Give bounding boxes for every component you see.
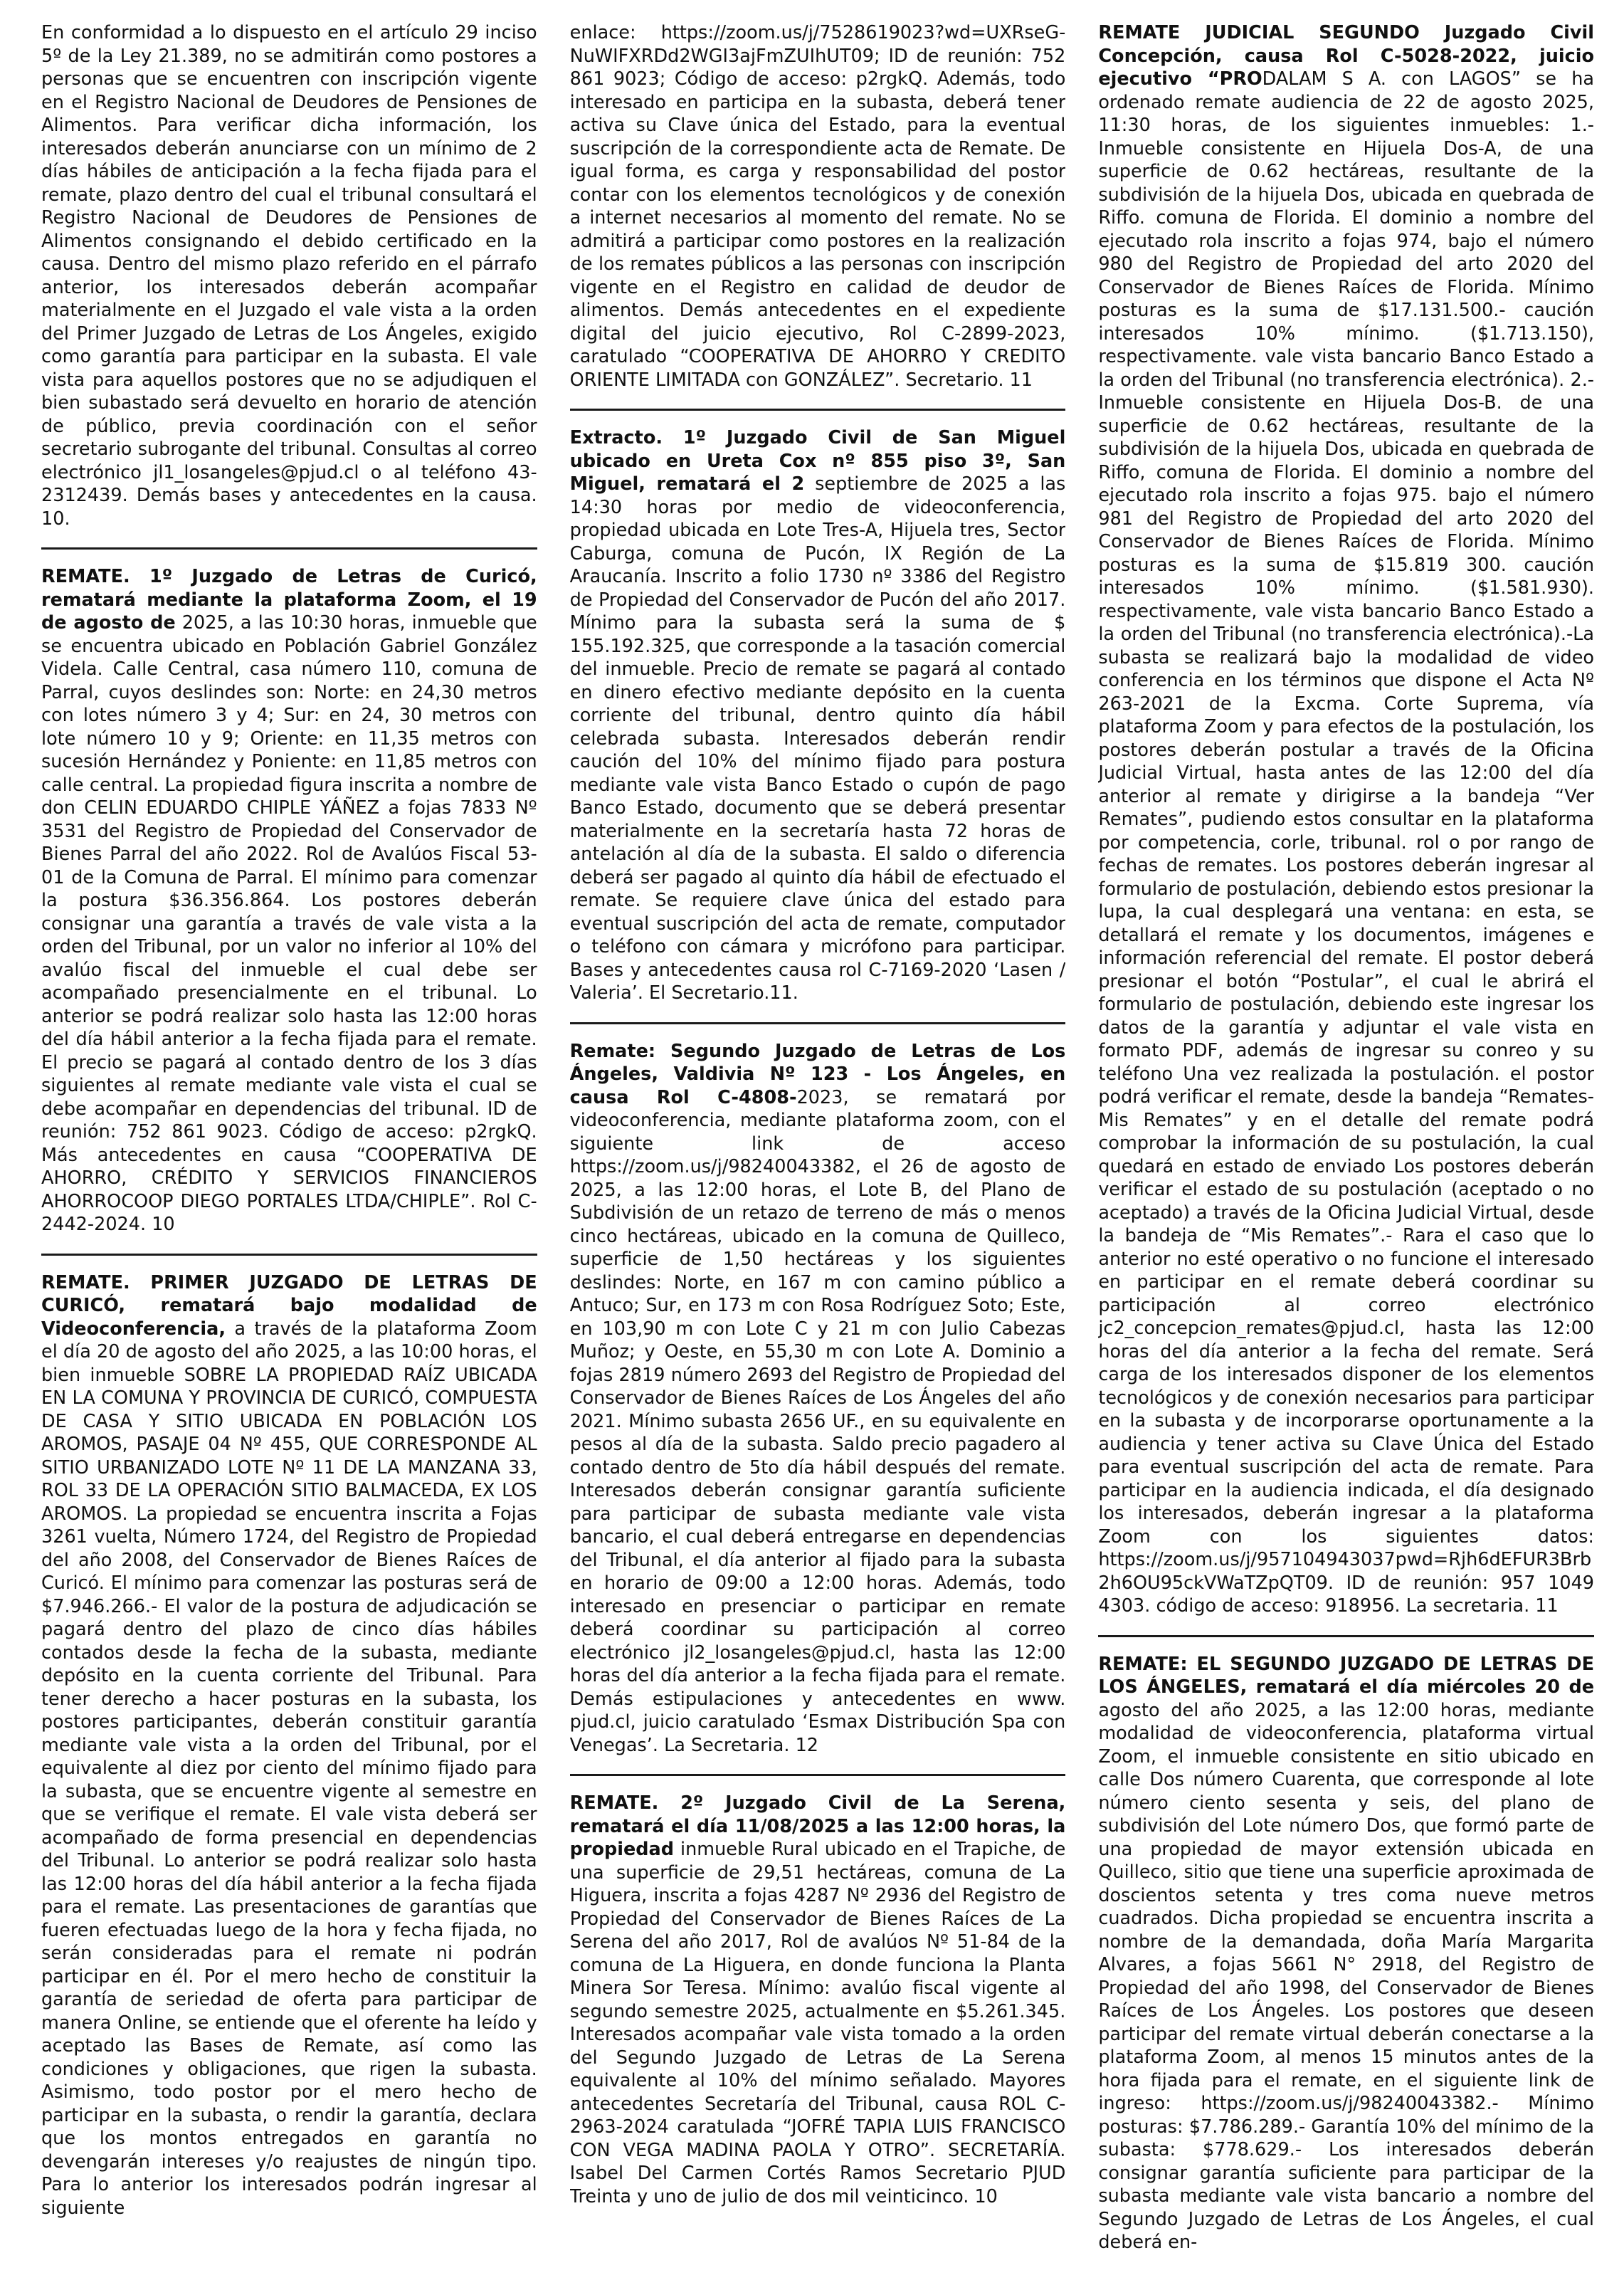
divider xyxy=(1098,1635,1594,1637)
notice-body: 2023, se rematará por videoconferencia, mediante plataforma zoom, con el siguiente link de acceso https://zoom.us/j/98240043382, el 26 de agosto de 2025, a las 12:00 horas, el Lote B, del Plano de Subdivisión de un retazo de terreno de más o menos cinco hectáreas, ubicado en la comuna de Quilleco, superficie de 1,50 hectáreas y los siguientes deslindes: Norte, en 167 m con camino público a Antuco; Sur, en 173 m con Rosa Rodríguez Soto; Este, en 103,90 m con Lote C y 21 m con Julio Cabezas Muñoz; y Oeste, en 55,30 m con Lote A. Dominio a fojas 2819 número 2693 del Registro de Propiedad del Conservador de Bienes Raíces de Los Ángeles del año 2021. Mínimo subasta 2656 UF., en su equivalente en pesos al día de la subasta. Saldo precio pagadero al contado dentro de 5to día hábil después del remate. Interesados deberán consignar garantía suficiente para participar de subasta mediante vale vista bancario, el cual deberá entregarse en dependencias del Tribunal, el día anterior al fijado para la subasta en horario de 09:00 a 12:00 horas. Además, todo interesado en presenciar o participar en remate deberá coordinar su participación al correo electrónico jl2_losangeles@pjud.cl, hasta las 12:00 horas del día anterior a la fecha fijada para el remate. Demás estipulaciones y antecedentes en www. pjud.cl, juicio caratulado ‘Esmax Distribución Spa con Venegas’. La Secretaria. 12 xyxy=(569,1086,1066,1756)
legal-notice xyxy=(570,426,1066,1005)
legal-notice xyxy=(1098,1653,1594,2254)
divider xyxy=(570,409,1066,411)
legal-notice xyxy=(41,565,537,1236)
notice-body: enlace: https://zoom.us/j/7528619023?wd=UXRseG-NuWIFXRDd2WGI3ajFmZUIhUT09; ID de reunión: 752 861 9023; Código de acceso: p2rgkQ. Además, todo interesado en participa en la subasta, deberá tener activa su Clave única del Estado, para la eventual suscripción de la correspondiente acta de Remate. De igual forma, es carga y responsabilidad del postor contar con los elementos tecnológicos y de conexión a internet necesarios al momento del remate. No se admitirá a participar como postores en la realización de los remates públicos a las personas con inscripción vigente en el Registro en calidad de deudor de alimentos. Demás antecedentes en el expediente digital del juicio ejecutivo, Rol C-2899-2023, caratulado “COOPERATIVA DE AHORRO Y CREDITO ORIENTE LIMITADA con GONZÁLEZ”. Secretario. 11 xyxy=(569,22,1066,391)
column-1 xyxy=(41,21,537,2271)
notice-body: agosto del año 2025, a las 12:00 horas, mediante modalidad de videoconferencia, plataforma virtual Zoom, el inmueble consistente en sitio ubicado en calle Dos número Cuarenta, que corresponde al lote número ciento sesenta y seis, del plano de subdivisión del Lote número Dos, que formó parte de una propiedad de mayor extensión ubicada en Quilleco, sitio que tiene una superficie aproximada de doscientos setenta y tres coma nueve metros cuadrados. Dicha propiedad se encuentra inscrita a nombre de la demandada, doña María Margarita Alvares, a fojas 5661 N° 2918, del Registro de Propiedad del año 1998, del Conservador de Bienes Raíces de Los Ángeles. Los postores que deseen participar del remate virtual deberán conectarse a la plataforma Zoom, al menos 15 minutos antes de la hora fijada para el remate, en el siguiente link de ingreso: https://zoom.us/j/98240043382.- Mínimo posturas: $7.786.289.- Garantía 10% del mínimo de la subasta: $778.629.- Los interesados deberán consignar garantía suficiente para participar de la subasta mediante vale vista bancario a nombre del Segundo Juzgado de Letras de Los Ángeles, el cual deberá en- xyxy=(1098,1699,1595,2253)
notice-lead: REMATE. 2º Juzgado Civil de La Serena, rematará el día 11/08/2025 a las 12:00 horas, la propiedad xyxy=(569,1792,1066,1860)
notice-body: septiembre de 2025 a las 14:30 horas por medio de videoconferencia, propiedad ubicada en Lote Tres-A, Hijuela tres, Sector Caburga, comuna de Pucón, IX Región de La Araucanía. Inscrito a folio 1730 nº 3386 del Registro de Propiedad del Conservador de Pucón del año 2017. Mínimo para la subasta será la suma de $ 155.192.325, que corresponde a la tasación comercial del inmueble. Precio de remate se pagará al contado en dinero efectivo mediante depósito en la cuenta corriente del tribunal, dentro quinto día hábil celebrada subasta. Interesados deberán rendir caución del 10% del mínimo fijado para postura mediante vale vista Banco Estado o cupón de pago Banco Estado, documento que se deberá presentar materialmente en la secretaría hasta 72 horas de antelación al día de la subasta. El saldo o diferencia deberá ser pagado al quinto día hábil de efectuado el remate. Se requiere clave única del estado para eventual suscripción del acta de remate, computador o teléfono con cámara y micrófono para participar. Bases y antecedentes causa rol C-7169-2020 ‘Lasen / Valeria’. El Secretario.11. xyxy=(569,473,1066,1004)
legal-notice xyxy=(41,1271,537,2220)
notice-lead: Extracto. 1º Juzgado Civil de San Miguel ubicado en Ureta Cox nº 855 piso 3º, San Miguel, rematará el 2 xyxy=(569,427,1066,495)
legal-notice xyxy=(570,21,1066,392)
column-2 xyxy=(570,21,1066,2271)
notice-lead: Remate: Segundo Juzgado de Letras de Los Ángeles, Valdivia Nº 123 - Los Ángeles, en causa Rol C-4808- xyxy=(569,1040,1066,1108)
notice-body: DALAM S A. con LAGOS” se ha ordenado remate audiencia de 22 de agosto 2025, 11:30 horas, de los siguientes inmuebles: 1.- Inmueble consistente en Hijuela Dos-A, de una superficie de 0.62 hectáreas, resultante de la subdivisión de la hijuela Dos, ubicada en quebrada de Riffo. comuna de Florida. El dominio a nombre del ejecutado rola inscrito a fojas 974, bajo el número 980 del Registro de Propiedad del arto 2020 del Conservador de Bienes Raíces de Florida. Mínimo posturas es la suma de $17.131.500.- caución interesados 10% mínimo. ($1.713.150), respectivamente. vale vista bancario Banco Estado a la orden del Tribunal (no transferencia electrónica). 2.- Inmueble consistente en Hijuela Dos-B. de una superficie de 0.62 hectáreas, resultante de la subdivisión de la hijuela Dos, ubicada en quebrada de Riffo, comuna de Florida. El dominio a nombre del ejecutado rola inscrito a fojas 975. bajo el número 981 del Registro de Propiedad del arto 2020 del Conservador de Bienes Raíces de Florida. Mínimo posturas es la suma de $15.819 300. caución interesados 10% mínimo. ($1.581.930). respectivamente, vale vista bancario Banco Estado a la orden del Tribunal (no transferencia electrónica).-La subasta se realizará bajo la modalidad de video conferencia en los términos que dispone el Acta Nº 263-2021 de la Excma. Corte Suprema, vía plataforma Zoom y para efectos de la postulación, los postores deberán postular a través de la Oficina Judicial Virtual, hasta antes de las 12:00 del día anterior al remate y dirigirse a la bandeja “Ver Remates”, pudiendo estos consultar en la plataforma por competencia, corle, tribunal. rol o por rango de fechas de remates. Los postores deberán ingresar al formulario de postulación, debiendo estos presionar la lupa, la cual desplegará una ventana: en esta, se detallará el remate y los documentos, imágenes e información referencial del remate. El postor deberá presionar el botón “Postular”, el cual le abrirá el formulario de postulación, debiendo este ingresar los datos de la garantía y adjuntar el vale vista en formato PDF, además de ingresar su conreo y su teléfono Una vez realizada la postulación. el postor podrá verificar el remate, desde la bandeja “Remates-Mis Remates” y en el detalle del remate podrá comprobar la información de su postulación, la cual quedará en estado de enviado Los postores deberán verificar el estado de su postulación (aceptado o no aceptado) a través de la Oficina Judicial Virtual, desde la bandeja de “Mis Remates”.- Rara el caso que lo anterior no esté operativo o no funcione el interesado en participar en el remate deberá coordinar su participación al correo electrónico jc2_concepcion_remates@pjud.cl, hasta las 12:00 horas del día anterior a la fecha del remate. Será carga de los interesados disponer de los elementos tecnológicos y de conexión necesarios para participar en la subasta y de incorporarse oportunamente a la audiencia y tener activa su Clave Única del Estado para eventual suscripción del acta de remate. Para participar en la audiencia indicada, el día designado los interesados, deberán ingresar a la plataforma Zoom con los siguientes datos: https://zoom.us/j/957104943037pwd=Rjh6dEFUR3Brb2h6OU95ckVWaTZpQT09. ID de reunión: 957 1049 4303. código de acceso: 918956. La secretaria. 11 xyxy=(1098,68,1595,1617)
notice-body: 2025, a las 10:30 horas, inmueble que se encuentra ubicado en Población Gabriel González Videla. Calle Central, casa número 110, comuna de Parral, cuyos deslindes son: Norte: en 24,30 metros con lotes número 3 y 4; Sur: en 24, 30 metros con lote número 10 y 9; Oriente: en 11,35 metros con sucesión Hernández y Poniente: en 11,85 metros con calle central. La propiedad figura inscrita a nombre de don CELIN EDUARDO CHIPLE YÁÑEZ a fojas 7833 Nº 3531 del Registro de Propiedad del Conservador de Bienes Parral del año 2022. Rol de Avalúos Fiscal 53-01 de la Comuna de Parral. El mínimo para comenzar la postura $36.356.864. Los postores deberán consignar una garantía a través de vale vista a la orden del Tribunal, por un valor no inferior al 10% del avalúo fiscal del inmueble el cual debe ser acompañado presencialmente en el tribunal. Lo anterior se podrá realizar solo hasta las 12:00 horas del día hábil anterior a la fecha fijada para el remate. El precio se pagará al contado dentro de los 3 días siguientes al remate mediante vale vista el cual se debe acompañar en dependencias del tribunal. ID de reunión: 752 861 9023. Código de acceso: p2rgkQ. Más antecedentes en causa “COOPERATIVA DE AHORRO, CRÉDITO Y SERVICIOS FINANCIEROS AHORROCOOP DIEGO PORTALES LTDA/CHIPLE”. Rol C-2442-2024. 10 xyxy=(41,612,537,1235)
notice-body: En conformidad a lo dispuesto en el artículo 29 inciso 5º de la Ley 21.389, no se admitirán como postores a personas que se encuentren con inscripción vigente en el Registro Nacional de Deudores de Pensiones de Alimentos. Para verificar dicha información, los interesados deberán anunciarse con un mínimo de 2 días hábiles de anticipación a la fecha fijada para el remate, plazo dentro del cual el tribunal consultará el Registro Nacional de Deudores de Pensiones de Alimentos consignando el debido certificado en la causa. Dentro del mismo plazo referido en el párrafo anterior, los interesados deberán acompañar materialmente en el Juzgado el vale vista a la orden del Primer Juzgado de Letras de Los Ángeles, exigido como garantía para participar en la subasta. El vale vista para aquellos postores que no se adjudiquen el bien subastado será devuelto en horario de atención de público, previa coordinación con el señor secretario subrogante del tribunal. Consultas al correo electrónico jl1_losangeles@pjud.cl o al teléfono 43-2312439. Demás bases y antecedentes en la causa. 10. xyxy=(41,22,537,530)
divider xyxy=(570,1774,1066,1776)
notice-lead: REMATE. PRIMER JUZGADO DE LETRAS DE CURICÓ, rematará bajo modalidad de Videoconferencia, xyxy=(41,1271,537,1340)
notice-body: inmueble Rural ubicado en el Trapiche, de una superficie de 29,51 hectáreas, comuna de La Higuera, inscrita a fojas 4287 Nº 2936 del Registro de Propiedad del Conservador de Bienes Raíces de La Serena del año 2017, Rol de avalúos Nº 51-84 de la comuna de La Higuera, en donde funciona la Planta Minera Sor Teresa. Mínimo: avalúo fiscal vigente al segundo semestre 2025, actualmente en $5.261.345. Interesados acompañar vale vista tomado a la orden del Segundo Juzgado de Letras de La Serena equivalente al 10% del mínimo señalado. Mayores antecedentes Secretaría del Tribunal, causa ROL C-2963-2024 caratulada “JOFRÉ TAPIA LUIS FRANCISCO CON VEGA MADINA PAOLA Y OTRO”. SECRETARÍA. Isabel Del Carmen Cortés Ramos Secretario PJUD Treinta y uno de julio de dos mil veinticinco. 10 xyxy=(569,1839,1066,2207)
legal-notice xyxy=(570,1792,1066,2208)
notice-lead: REMATE: EL SEGUNDO JUZGADO DE LETRAS DE LOS ÁNGELES, rematará el día miércoles 20 de xyxy=(1098,1653,1595,1698)
legal-notice xyxy=(1098,21,1594,1618)
divider xyxy=(570,1022,1066,1024)
legal-notice xyxy=(41,21,537,530)
notice-lead: REMATE. 1º Juzgado de Letras de Curicó, rematará mediante la plataforma Zoom, el 19 de agosto de xyxy=(41,566,537,634)
divider xyxy=(41,1254,537,1256)
column-3 xyxy=(1098,21,1594,2271)
notice-lead: REMATE JUDICIAL SEGUNDO Juzgado Civil Concepción, causa Rol C-5028-2022, juicio ejecutivo “PRO xyxy=(1098,22,1595,90)
divider xyxy=(41,547,537,550)
notice-body: a través de la plataforma Zoom el día 20 de agosto del año 2025, a las 10:00 horas, el bien inmueble SOBRE LA PROPIEDAD RAÍZ UBICADA EN LA COMUNA Y PROVINCIA DE CURICÓ, COMPUESTA DE CASA Y SITIO UBICADA EN POBLACIÓN LOS AROMOS, PASAJE 04 Nº 455, QUE CORRESPONDE AL SITIO URBANIZADO LOTE Nº 11 DE LA MANZANA 33, ROL 33 DE LA OPERACIÓN SITIO BALMACEDA, EX LOS AROMOS. La propiedad se encuentra inscrita a Fojas 3261 vuelta, Número 1724, del Registro de Propiedad del año 2008, del Conservador de Bienes Raíces de Curicó. El mínimo para comenzar las posturas será de $7.946.266.- El valor de la postura de adjudicación se pagará dentro del plazo de cinco días hábiles contados desde la fecha de la subasta, mediante depósito en la cuenta corriente del Tribunal. Para tener derecho a hacer posturas en la subasta, los postores participantes, deberán constituir garantía mediante vale vista a la orden del Tribunal, por el equivalente al diez por ciento del mínimo fijado para la subasta, que se encuentre vigente al semestre en que se verifique el remate. El vale vista deberá ser acompañado de forma presencial en dependencias del Tribunal. Lo anterior se podrá realizar solo hasta las 12:00 horas del día hábil anterior a la fecha fijada para el remate. Las presentaciones de garantías que fueren efectuadas luego de la hora y fecha fijada, no serán consideradas para el remate ni podrán participar en él. Por el mero hecho de constituir la garantía de seriedad de oferta para participar de manera Online, se entiende que el oferente ha leído y aceptado las Bases de Remate, así como las condiciones y obligaciones, que rigen la subasta. Asimismo, todo postor por el mero hecho de participar en la subasta, o rendir la garantía, declara que los montos entregados en garantía no devengarán intereses y/o reajustes de ningún tipo. Para lo anterior los interesados podrán ingresar al siguiente xyxy=(41,1318,537,2219)
legal-notice xyxy=(570,1040,1066,1758)
